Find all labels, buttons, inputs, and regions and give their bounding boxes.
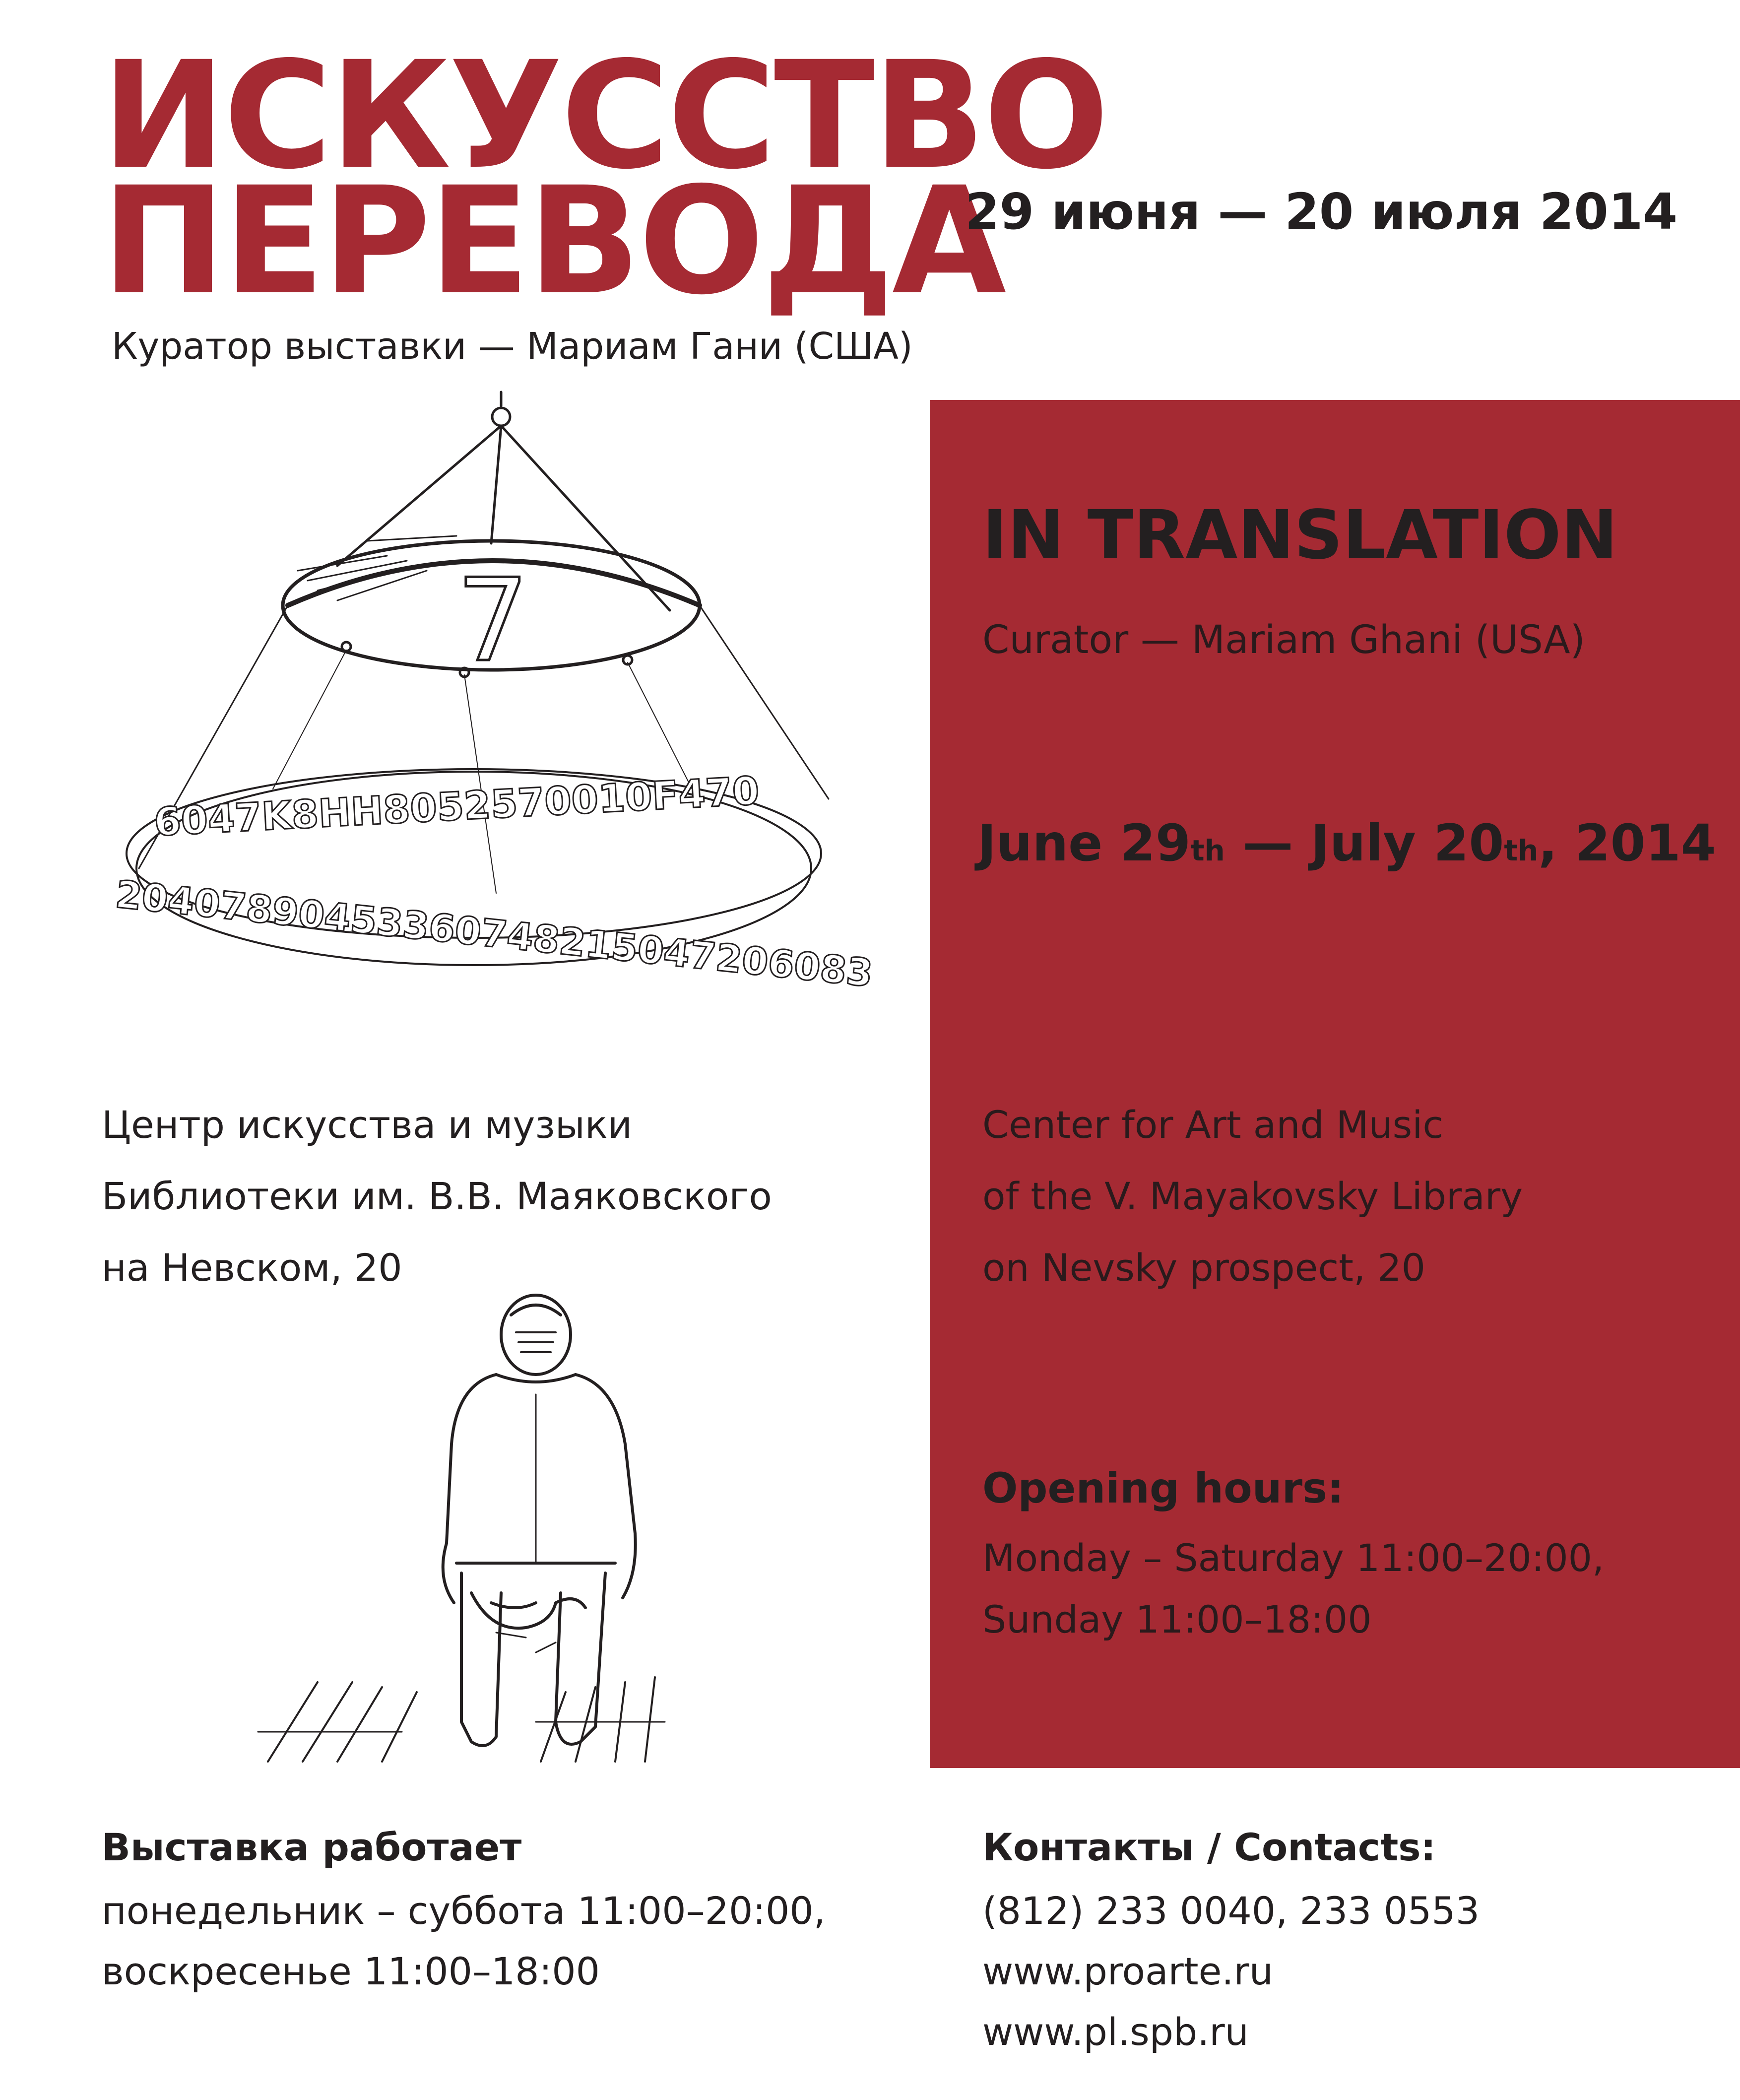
english-date-year: , 2014	[1538, 814, 1716, 873]
english-hours-title: Opening hours:	[982, 1464, 1344, 1512]
english-venue-line: Center for Art and Music	[982, 1103, 1444, 1147]
venue-ru	[102, 1089, 772, 1304]
english-dates	[977, 814, 1716, 873]
contact-phone: (812) 233 0040, 233 0553	[982, 1889, 1480, 1933]
title-line-1: ИСКУССТВО	[102, 30, 1107, 202]
english-venue-line: on Nevsky prospect, 20	[982, 1246, 1425, 1290]
english-date-start-suffix: th	[1190, 834, 1225, 867]
contacts-title: Контакты / Contacts:	[982, 1825, 1436, 1869]
english-title: IN TRANSLATION	[982, 496, 1618, 575]
english-venue	[982, 1089, 1523, 1304]
venue-ru-line: на Невском, 20	[102, 1246, 402, 1290]
hours-ru-line: воскресенье 11:00–18:00	[102, 1949, 600, 1993]
english-date-start: June 29	[977, 814, 1191, 873]
english-date-end: July 20	[1310, 814, 1504, 873]
contact-link-proarte[interactable]: www.proarte.ru	[982, 1949, 1273, 1993]
venue-ru-line: Библиотеки им. В.В. Маяковского	[102, 1174, 772, 1218]
english-hours-line: Sunday 11:00–18:00	[982, 1597, 1372, 1641]
curator-ru: Куратор выставки — Мариам Гани (США)	[112, 325, 913, 368]
contact-link-pl[interactable]: www.pl.spb.ru	[982, 2010, 1249, 2054]
dates-ru: 29 июня — 20 июля 2014	[965, 183, 1678, 241]
english-hours	[982, 1527, 1604, 1650]
man-illustration	[258, 1285, 665, 1772]
english-venue-line: of the V. Mayakovsky Library	[982, 1174, 1523, 1218]
hours-ru	[102, 1881, 826, 2002]
title-line-2: ПЕРЕВОДА	[102, 155, 1005, 328]
chandelier-illustration	[109, 392, 873, 1037]
english-hours-line: Monday – Saturday 11:00–20:00,	[982, 1536, 1605, 1580]
english-date-end-suffix: th	[1504, 834, 1539, 867]
hours-ru-line: понедельник – суббота 11:00–20:00,	[102, 1889, 826, 1933]
ring-numbers-front: 20407890453360748215047206083	[113, 872, 875, 995]
hours-ru-title: Выставка работает	[102, 1825, 522, 1869]
contacts-list	[982, 1881, 1480, 2062]
english-curator: Curator — Mariam Ghani (USA)	[982, 618, 1585, 662]
disc-numeral: 7	[456, 555, 529, 687]
venue-ru-line: Центр искусства и музыки	[102, 1103, 633, 1147]
ring-numbers-back: 6047K8HH8052570010F470	[153, 769, 761, 845]
english-date-separator: —	[1224, 814, 1311, 873]
